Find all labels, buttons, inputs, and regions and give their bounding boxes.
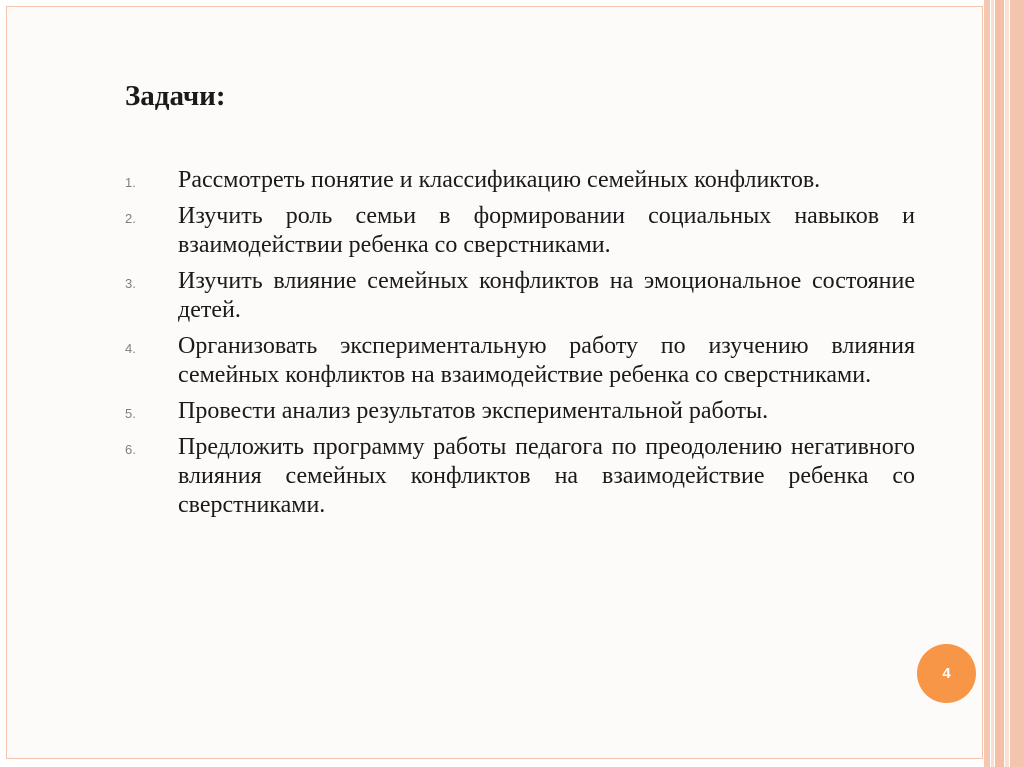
list-item [125,332,915,390]
list-item-number: 3. [125,276,136,291]
decor-stripe [1005,0,1009,767]
list-item-text: Изучить влияние семейных конфликтов на эмоциональное состояние детей. [178,268,915,323]
list-item-number: 1. [125,175,136,190]
list-item [125,433,915,520]
decor-stripe [995,0,1004,767]
list-item-text: Провести анализ результатов экспериментальной работы. [178,398,769,424]
list-item-number: 4. [125,341,136,356]
decor-stripe [984,0,990,767]
list-item-number: 5. [125,406,136,421]
page-number-badge: 4 [917,644,976,703]
decor-stripe [991,0,994,767]
list-item [125,267,915,325]
list-item-text: Предложить программу работы педагога по преодолению негативного влияния семейных конфликтов на взаимодействие ребенка со сверстниками. [178,434,915,518]
list-item [125,202,915,260]
list-item-text: Рассмотреть понятие и классификацию семейных конфликтов. [178,167,821,193]
decor-stripe [1010,0,1024,767]
list-item [125,166,915,195]
list-item-text: Изучить роль семьи в формировании социальных навыков и взаимодействии ребенка со сверстниками. [178,203,915,258]
list-item-number: 2. [125,211,136,226]
list-item [125,397,915,426]
list-item-text: Организовать экспериментальную работу по изучению влияния семейных конфликтов на взаимодействие ребенка со сверстниками. [178,333,915,388]
task-list [125,166,915,527]
slide-title: Задачи: [125,80,226,112]
list-item-number: 6. [125,442,136,457]
